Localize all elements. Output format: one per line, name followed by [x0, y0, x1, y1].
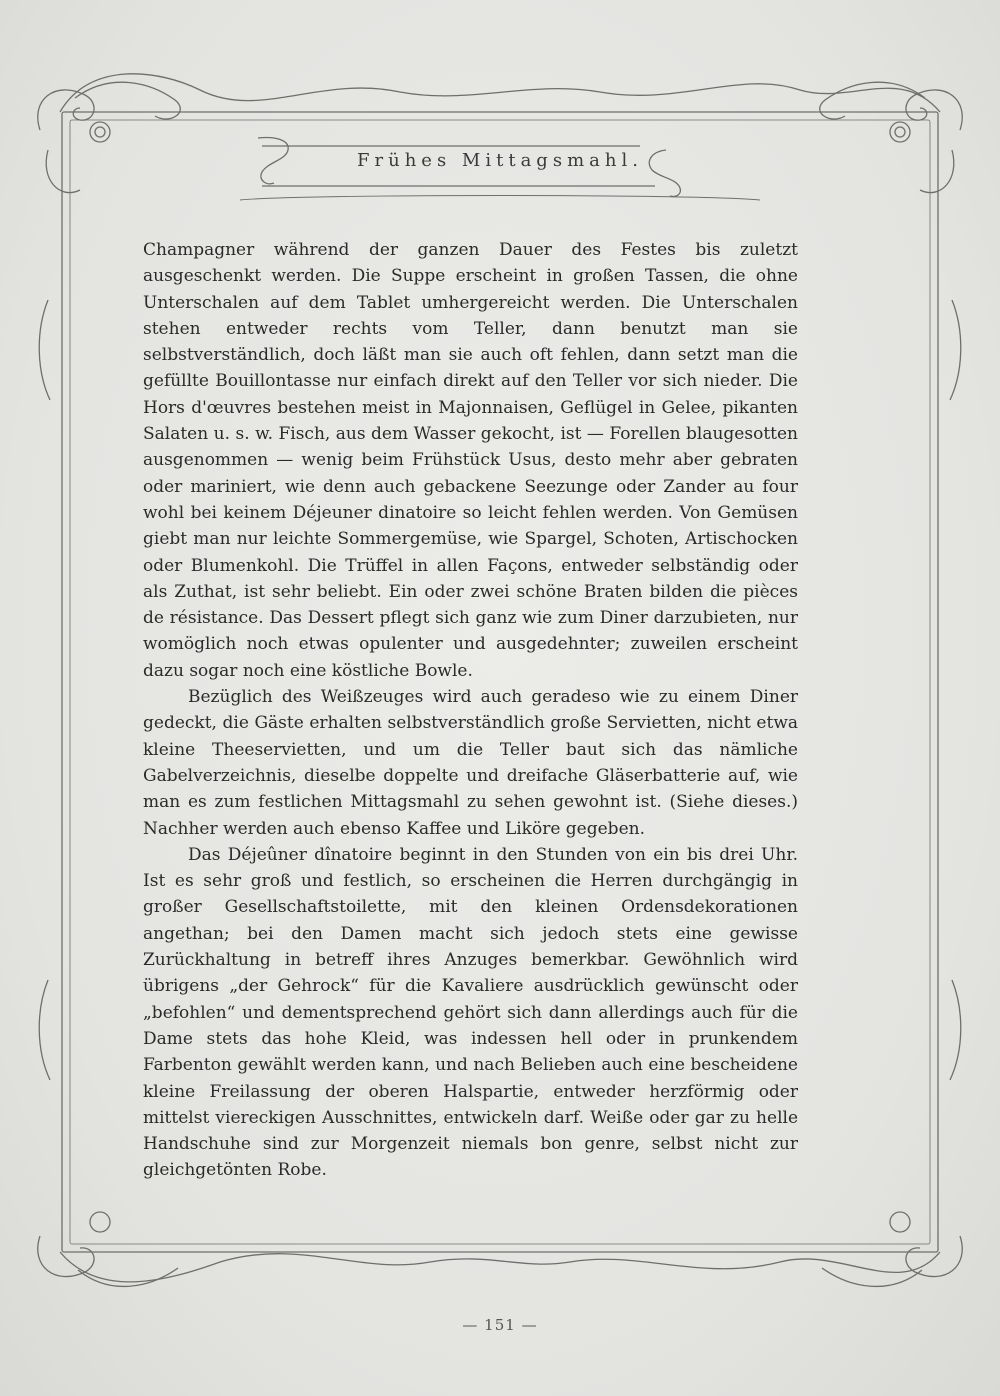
page-number: — 151 — [462, 1316, 538, 1334]
paragraph-3: Das Déjeûner dînatoire beginnt in den Stunden von ein bis drei Uhr. Ist es sehr groß und festlich, so erscheinen die Herren durchgängig in großer Gesellschaftstoilette, mit den kleinen Ordensdekorationen angethan; bei den Damen macht sich jedoch stets eine gewisse Zurückhaltung in betreff ihres Anzuges bemerkbar. Gewöhnlich wird übrigens „der Gehrock“ für die Kavaliere ausdrücklich gewünscht oder „befohlen“ und dementsprechend gehört sich dann allerdings auch für die Dame stets das hohe Kleid, was indessen hell oder in prunkendem Farbenton gewählt werden kann, und nach Belieben auch eine bescheidene kleine Freilassung der oberen Halspartie, entweder herzförmig oder mittelst viereckigen Ausschnittes, entwickeln darf. Weiße oder gar zu helle Handschuhe sind zur Morgenzeit niemals bon genre, selbst nicht zur gleichgetönten Robe. [143, 844, 798, 1181]
page-heading: Frühes Mittagsmahl. [357, 150, 643, 171]
paragraph-1: Champagner während der ganzen Dauer des Festes bis zuletzt ausgeschenkt werden. Die Suppe erscheint in großen Tassen, die ohne Unterschalen auf dem Tablet umhergereicht werden. Die Unterschalen stehen entweder rechts vom Teller, dann benutzt man sie selbstverständlich, doch läßt man sie auch oft fehlen, dann setzt man die gefüllte Bouillontasse nur einfach direkt auf den Teller vor sich nieder. Die Hors d'œuvres bestehen meist in Majonnaisen, Geflügel in Gelee, pikanten Salaten u. s. w. Fisch, aus dem Wasser gekocht, ist — Forellen blaugesotten ausgenommen — wenig beim Frühstück Usus, desto mehr aber gebraten oder mariniert, wie denn auch gebackene Seezunge oder Zander au four wohl bei keinem Déjeuner dinatoire so leicht fehlen werden. Von Gemüsen giebt man nur leichte Sommergemüse, wie Spargel, Schoten, Artischocken oder Blumenkohl. Die Trüffel in allen Façons, entweder selbständig oder als Zuthat, ist sehr beliebt. Ein oder zwei schöne Braten bilden die pièces de résistance. Das Dessert pflegt sich ganz wie zum Diner darzubieten, nur womöglich noch etwas opulenter und ausgedehnter; zuweilen erscheint dazu sogar noch eine köstliche Bowle. [143, 240, 798, 681]
paragraph-2: Bezüglich des Weißzeuges wird auch geradeso wie zu einem Diner gedeckt, die Gäste erhalten selbstverständlich große Servietten, nicht etwa kleine Theeservietten, und um die Teller baut sich das nämliche Gabelverzeichnis, dieselbe doppelte und dreifache Gläserbatterie auf, wie man es zum festlichen Mittagsmahl zu sehen gewohnt ist. (Siehe dieses.) Nachher werden auch ebenso Kaffee und Liköre gegeben. [143, 687, 798, 839]
body-text [143, 237, 798, 1184]
